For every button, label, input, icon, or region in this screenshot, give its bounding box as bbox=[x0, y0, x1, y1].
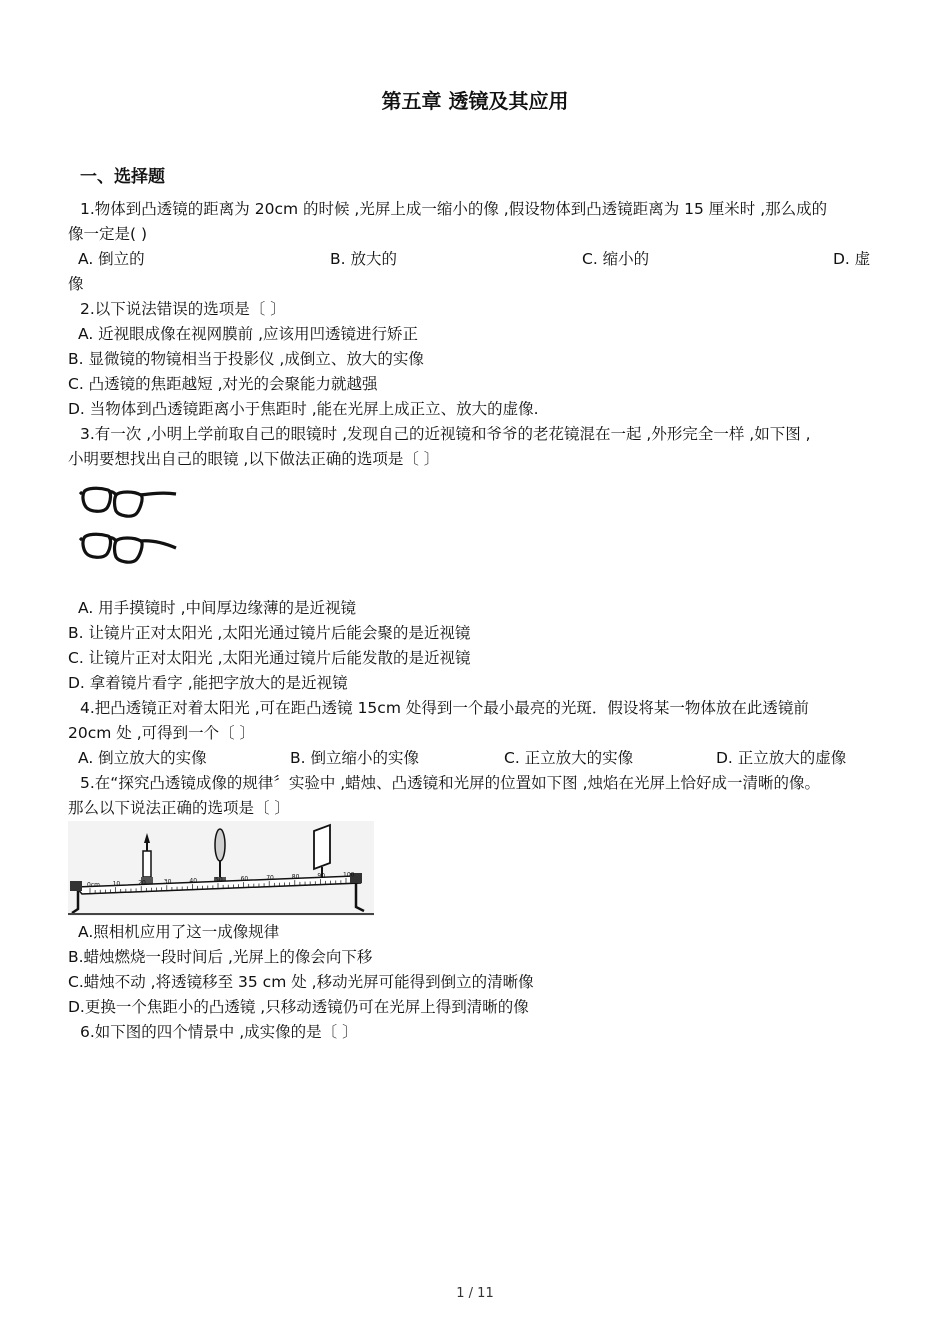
section-heading: 一、选择题 bbox=[80, 167, 165, 187]
q5-stem-line1: 5.在“探究凸透镜成像的规律〞实验中 ,蜡烛、凸透镜和光屏的位置如下图 ,烛焰在光屏上恰好成一清晰的像。 bbox=[80, 774, 821, 792]
page-title: 第五章 透镜及其应用 bbox=[381, 89, 569, 113]
q1-stem-line2: 像一定是( ) bbox=[68, 225, 148, 243]
q6-stem: 6.如下图的四个情景中 ,成实像的是〔 〕 bbox=[80, 1023, 358, 1041]
q1-option-c: C. 缩小的 bbox=[582, 250, 650, 268]
ruler-label: 70 bbox=[266, 874, 274, 882]
ruler-label: 40 bbox=[189, 877, 198, 885]
q4-option-a: A. 倒立放大的实像 bbox=[78, 749, 207, 767]
q3-option-c: C. 让镜片正对太阳光 ,太阳光通过镜片后能发散的是近视镜 bbox=[68, 649, 471, 667]
ruler-label: 30 bbox=[163, 878, 172, 886]
q4-stem-line2: 20cm 处 ,可得到一个〔 〕 bbox=[68, 724, 256, 742]
optical-bench-illustration bbox=[68, 821, 374, 916]
q1-option-d: D. 虚 bbox=[833, 250, 871, 268]
q4-option-c: C. 正立放大的实像 bbox=[504, 749, 634, 767]
glasses-illustration bbox=[78, 482, 182, 570]
q1-option-a: A. 倒立的 bbox=[78, 250, 145, 268]
q4-stem-line1: 4.把凸透镜正对着太阳光 ,可在距凸透镜 15cm 处得到一个最小最亮的光斑．假设将某一物体放在此透镜前 bbox=[80, 699, 809, 717]
ruler-label: 10 bbox=[112, 880, 121, 888]
q3-stem-line2: 小明要想找出自己的眼镜 ,以下做法正确的选项是〔 〕 bbox=[68, 450, 440, 468]
q1-stem-line1: 1.物体到凸透镜的距离为 20cm 的时候 ,光屏上成一缩小的像 ,假设物体到凸透镜距离为 15 厘米时 ,那么成的 bbox=[80, 200, 828, 218]
ruler-label: 0cm bbox=[87, 881, 100, 889]
q2-option-d: D. 当物体到凸透镜距离小于焦距时 ,能在光屏上成正立、放大的虚像. bbox=[68, 400, 539, 418]
q5-stem-line2: 那么以下说法正确的选项是〔 〕 bbox=[68, 799, 290, 817]
q2-option-c: C. 凸透镜的焦距越短 ,对光的会聚能力就越强 bbox=[68, 375, 378, 393]
q2-option-a: A. 近视眼成像在视网膜前 ,应该用凹透镜进行矫正 bbox=[78, 325, 419, 343]
q3-option-d: D. 拿着镜片看字 ,能把字放大的是近视镜 bbox=[68, 674, 348, 692]
q2-stem: 2.以下说法错误的选项是〔 〕 bbox=[80, 300, 286, 318]
q5-option-d: D.更换一个焦距小的凸透镜 ,只移动透镜仍可在光屏上得到清晰的像 bbox=[68, 998, 529, 1016]
q3-option-a: A. 用手摸镜时 ,中间厚边缘薄的是近视镜 bbox=[78, 599, 357, 617]
glasses-icon bbox=[80, 488, 176, 516]
page-number: 1 / 11 bbox=[456, 1286, 494, 1301]
q4-option-b: B. 倒立缩小的实像 bbox=[290, 749, 419, 767]
ruler-label: 20 bbox=[138, 879, 146, 887]
ruler-label: 60 bbox=[240, 875, 249, 883]
q2-option-b: B. 显微镜的物镜相当于投影仪 ,成倒立、放大的实像 bbox=[68, 350, 424, 368]
ruler-label: 90 bbox=[317, 872, 326, 880]
q5-option-c: C.蜡烛不动 ,将透镜移至 35 cm 处 ,移动光屏可能得到倒立的清晰像 bbox=[68, 973, 534, 991]
ruler-label: 100 bbox=[343, 871, 355, 879]
glasses-icon bbox=[80, 534, 176, 562]
ruler-label: 80 bbox=[291, 873, 300, 881]
q4-option-d: D. 正立放大的虚像 bbox=[716, 749, 847, 767]
q1-option-b: B. 放大的 bbox=[330, 250, 397, 268]
q5-option-b: B.蜡烛燃烧一段时间后 ,光屏上的像会向下移 bbox=[68, 948, 373, 966]
q3-option-b: B. 让镜片正对太阳光 ,太阳光通过镜片后能会聚的是近视镜 bbox=[68, 624, 471, 642]
q1-option-d-wrap: 像 bbox=[68, 275, 84, 293]
q3-stem-line1: 3.有一次 ,小明上学前取自己的眼镜时 ,发现自己的近视镜和爷爷的老花镜混在一起 ,外形完全一样 ,如下图 , bbox=[80, 425, 811, 443]
q5-option-a: A.照相机应用了这一成像规律 bbox=[78, 923, 280, 941]
ruler-label: 50 bbox=[215, 876, 223, 884]
